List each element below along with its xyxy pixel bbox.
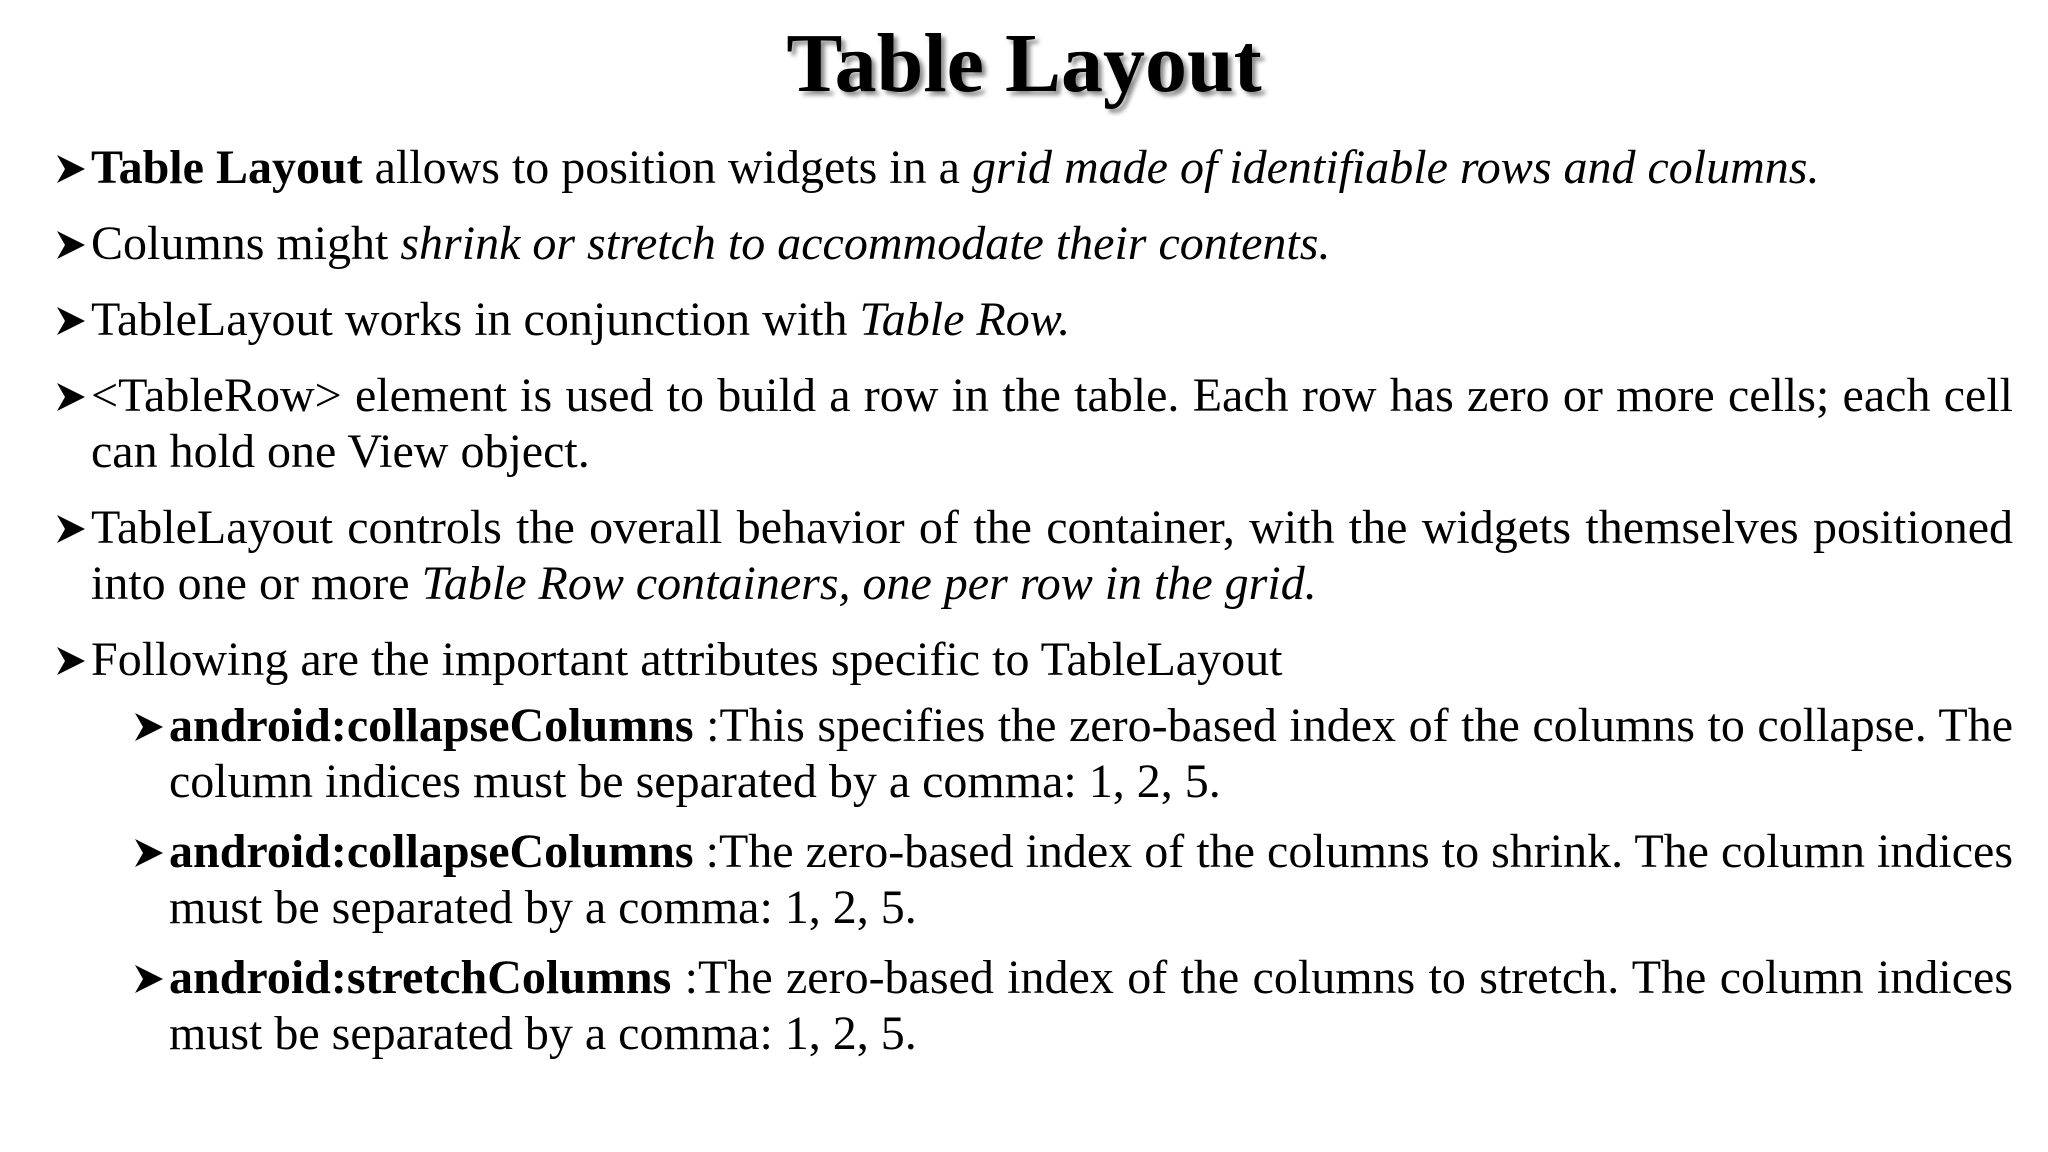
bullet-3-italic: Table Row. (859, 293, 1071, 346)
arrow-bullet-icon (55, 632, 89, 688)
arrow-bullet-icon (133, 698, 167, 754)
bullet-3-text: TableLayout works in conjunction with (91, 293, 860, 346)
bullet-4 (55, 368, 2013, 480)
arrow-bullet-icon (55, 216, 89, 272)
bullet-1-bold: Table Layout (91, 141, 363, 194)
bullet-1-text: allows to position widgets in a (362, 141, 972, 194)
attribute-3-name: android:stretchColumns (169, 951, 672, 1004)
attribute-item-2 (133, 824, 2013, 936)
attribute-3-desc: :The zero-based index of the columns to stretch. The column indices must be separated by a comma: 1, 2, 5. (169, 951, 2013, 1060)
arrow-bullet-icon (55, 140, 89, 196)
bullet-list (55, 140, 2013, 1076)
bullet-5 (55, 500, 2013, 612)
bullet-2-italic: shrink or stretch to accommodate their contents. (400, 217, 1331, 270)
arrow-bullet-icon (133, 950, 167, 1006)
attribute-2-desc: :The zero-based index of the columns to shrink. The column indices must be separated by a comma: 1, 2, 5. (169, 825, 2013, 934)
bullet-3 (55, 292, 2013, 348)
attribute-item-1 (133, 698, 2013, 810)
bullet-2-text: Columns might (91, 217, 401, 270)
bullet-1-italic: grid made of identifiable rows and columns. (971, 141, 1820, 194)
arrow-bullet-icon (55, 292, 89, 348)
arrow-bullet-icon (55, 368, 89, 424)
bullet-1 (55, 140, 2013, 196)
bullet-6 (55, 632, 2013, 688)
attribute-item-3 (133, 950, 2013, 1062)
bullet-6-text: Following are the important attributes specific to TableLayout (91, 633, 1283, 686)
slide-title: Table Layout (786, 17, 1262, 110)
arrow-bullet-icon (133, 824, 167, 880)
bullet-5-italic: Table Row containers, one per row in the grid. (421, 557, 1317, 610)
arrow-bullet-icon (55, 500, 89, 556)
bullet-4-text: <TableRow> element is used to build a row in the table. Each row has zero or more cells; each cell can hold one View object. (91, 369, 2013, 478)
attribute-2-name: android:collapseColumns (169, 825, 694, 878)
bullet-2 (55, 216, 2013, 272)
bullet-5-text: TableLayout controls the overall behavior of the container, with the widgets themselves positioned into one or more (91, 501, 2013, 610)
attribute-1-desc: :This specifies the zero-based index of the columns to collapse. The column indices must be separated by a comma: 1, 2, 5. (169, 699, 2013, 808)
attribute-1-name: android:collapseColumns (169, 699, 694, 752)
